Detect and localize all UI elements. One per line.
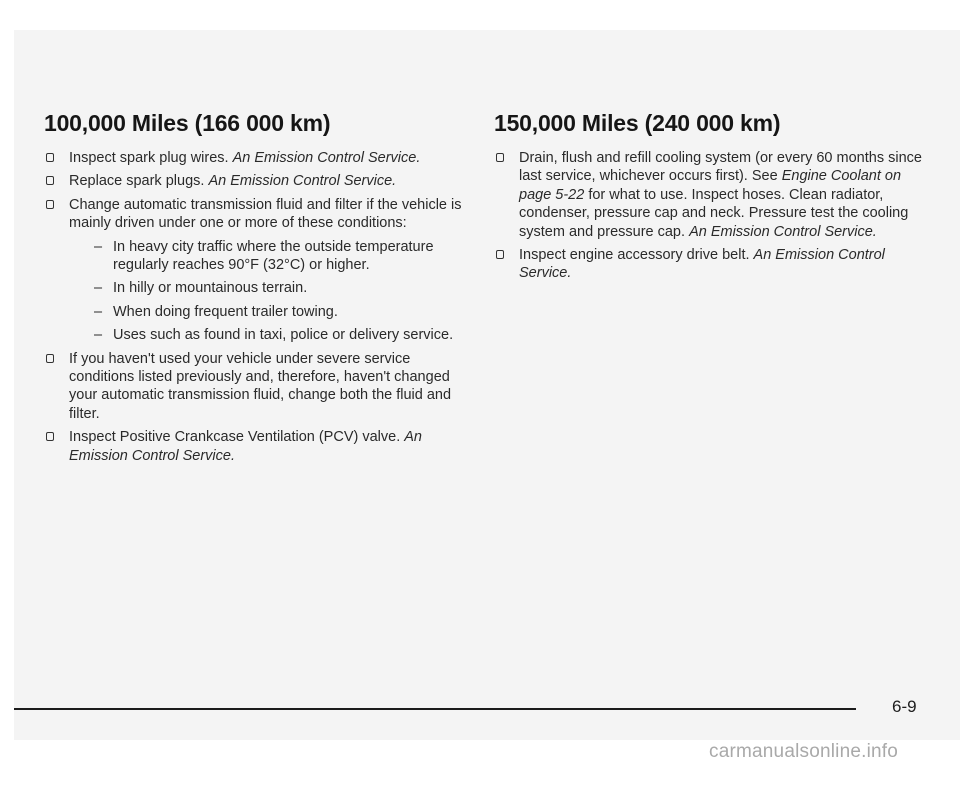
item-text: If you haven't used your vehicle under severe service conditions listed previously and, therefore, haven't changed your automatic transmission fluid, change both the fluid and filter. — [69, 350, 452, 422]
condition-item — [69, 326, 469, 344]
item-ref: An Emission Control Service. — [519, 247, 885, 282]
item-text: Inspect Positive Crankcase Ventilation (PCV) valve. — [69, 429, 405, 446]
condition-text: In heavy city traffic where the outside temperature regularly reaches 90°F (32°C) or higher. — [113, 238, 434, 274]
dash-icon: – — [94, 303, 103, 320]
condition-text: In hilly or mountainous terrain. — [113, 280, 308, 297]
item-text: Replace spark plugs. — [69, 173, 209, 190]
condition-item — [69, 279, 469, 297]
item-ref: An Emission Control Service. — [689, 223, 877, 240]
checkbox-icon — [46, 432, 54, 441]
list-item — [44, 428, 469, 465]
condition-text: When doing frequent trailer towing. — [113, 303, 338, 320]
dash-icon: – — [94, 280, 103, 297]
item-ref: An Emission Control Service. — [232, 150, 421, 166]
checkbox-icon — [46, 176, 54, 185]
checkbox-icon — [46, 354, 54, 363]
cross-reference: Engine Coolant on page 5-22 — [519, 168, 902, 203]
condition-text: Uses such as found in taxi, police or delivery service. — [113, 327, 454, 344]
checklist-100000 — [44, 149, 469, 465]
list-item — [44, 196, 469, 345]
dash-icon: – — [94, 327, 103, 344]
item-ref: An Emission Control Service. — [69, 429, 423, 464]
item-text: for what to use. Inspect hoses. Clean radiator, condenser, pressure cap and neck. Pressure test the cooling system and pressure cap. — [519, 186, 909, 240]
dash-icon: – — [94, 238, 103, 255]
heading-150000-miles: 150,000 Miles (240 000 km) — [494, 110, 781, 136]
left-column — [44, 110, 469, 470]
checkbox-icon — [46, 200, 54, 209]
conditions-list — [69, 238, 469, 345]
item-text: Change automatic transmission fluid and filter if the vehicle is mainly driven under one or more of these conditions: — [69, 196, 462, 232]
list-item — [44, 149, 469, 167]
checkbox-icon — [46, 153, 54, 162]
list-item — [44, 350, 469, 424]
condition-item — [69, 303, 469, 321]
item-text: Inspect spark plug wires. — [69, 150, 233, 166]
item-ref: An Emission Control Service. — [208, 173, 397, 190]
item-text: Inspect engine accessory drive belt. — [519, 247, 754, 264]
list-item — [494, 149, 934, 241]
heading-100000-miles: 100,000 Miles (166 000 km) — [44, 110, 331, 136]
list-item — [494, 246, 934, 283]
condition-item — [69, 238, 469, 275]
right-column — [494, 110, 934, 288]
manual-page — [14, 30, 960, 740]
item-text: Drain, flush and refill cooling system (or every 60 months since last service, whichever occurs first). See — [519, 150, 922, 185]
footer-rule — [14, 708, 856, 710]
watermark: carmanualsonline.info — [709, 741, 899, 762]
checkbox-icon — [496, 250, 504, 259]
page-number: 6-9 — [892, 697, 917, 716]
list-item — [44, 172, 469, 190]
checklist-150000 — [494, 149, 934, 283]
checkbox-icon — [496, 153, 504, 162]
